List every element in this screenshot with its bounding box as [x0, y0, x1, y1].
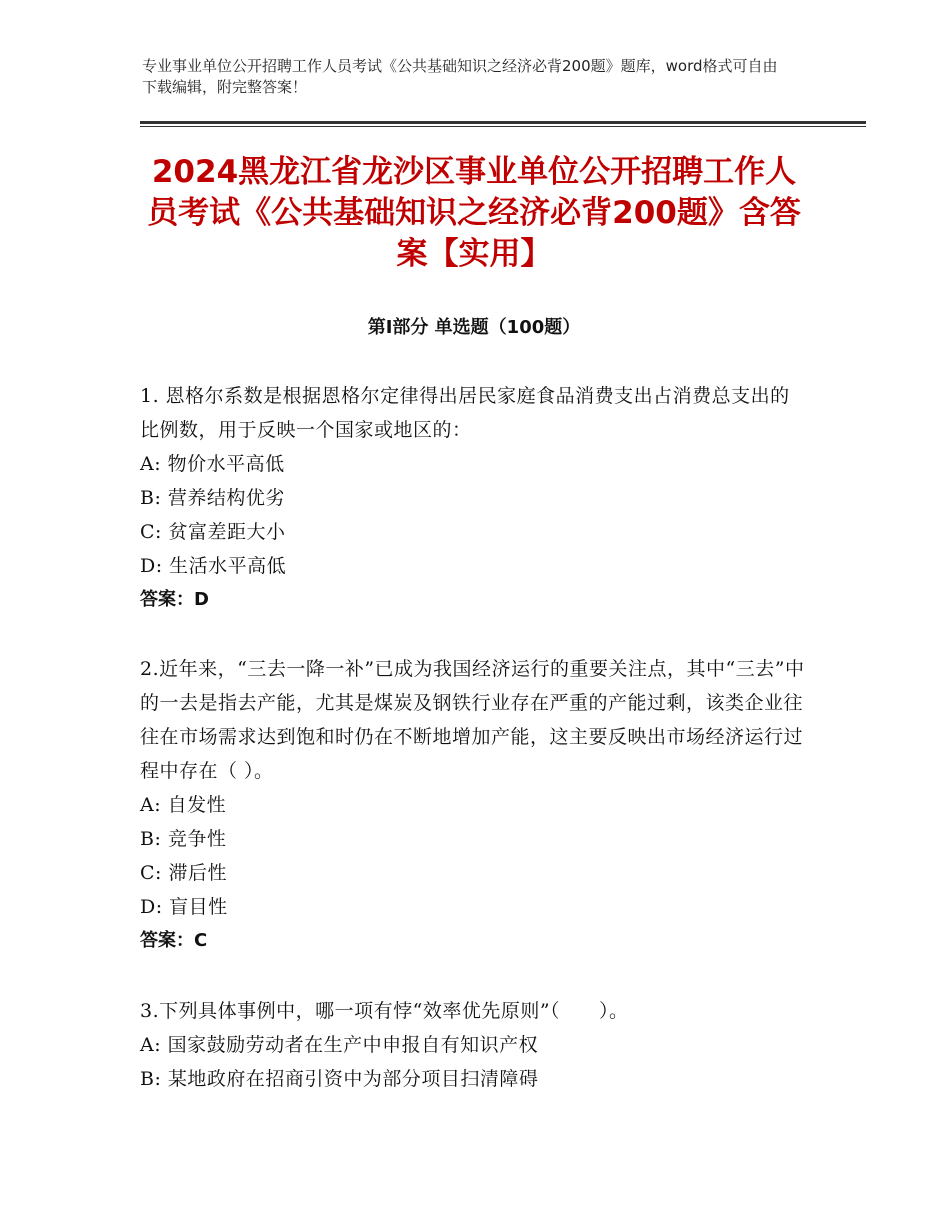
question-stem: 2.近年来，“三去一降一补”已成为我国经济运行的重要关注点，其中“三去”中的一去是指去产能，尤其是煤炭及钢铁行业存在严重的产能过剩，该类企业往往在市场需求达到饱和时仍在不断地增加产能，这主要反映出市场经济运行过程中存在（ ）。	[140, 658, 805, 782]
question-stem: 3.下列具体事例中，哪一项有悖“效率优先原则”（ ）。	[140, 1000, 629, 1022]
document-title: 2024黑龙江省龙沙区事业单位公开招聘工作人员考试《公共基础知识之经济必背200题》含答案【实用】	[147, 154, 801, 272]
answer: 答案：C	[140, 930, 208, 951]
header-divider-thin	[140, 126, 866, 127]
answer: 答案：D	[140, 589, 209, 610]
option-c: C: 贫富差距大小	[140, 521, 286, 543]
question-2	[140, 652, 808, 958]
option-a: A: 自发性	[140, 794, 227, 816]
option-d: D: 盲目性	[140, 896, 228, 918]
option-b: B: 竞争性	[140, 828, 227, 850]
option-a: A: 物价水平高低	[140, 453, 285, 475]
option-d: D: 生活水平高低	[140, 555, 287, 577]
option-c: C: 滞后性	[140, 862, 227, 884]
header-divider-thick	[140, 121, 866, 124]
question-3	[140, 994, 808, 1096]
header-note: 专业事业单位公开招聘工作人员考试《公共基础知识之经济必背200题》题库，word格式可自由下载编辑，附完整答案！	[142, 57, 778, 96]
question-1	[140, 379, 808, 617]
option-b: B: 营养结构优劣	[140, 487, 285, 509]
question-stem: 1. 恩格尔系数是根据恩格尔定律得出居民家庭食品消费支出占消费总支出的比例数，用于反映一个国家或地区的：	[140, 385, 790, 441]
option-a: A: 国家鼓励劳动者在生产中申报自有知识产权	[140, 1034, 539, 1056]
option-b: B: 某地政府在招商引资中为部分项目扫清障碍	[140, 1068, 539, 1090]
section-title: 第Ⅰ部分 单选题（100题）	[367, 317, 581, 338]
